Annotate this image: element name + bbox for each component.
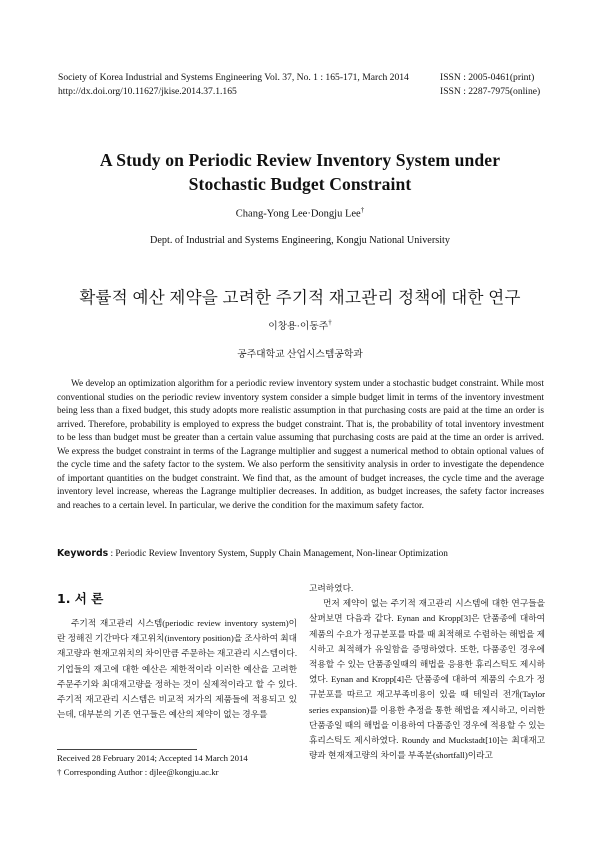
footnote-corresponding <box>57 767 219 777</box>
right-column-body <box>309 581 545 763</box>
author-list <box>0 206 600 220</box>
left-column-body: 주기적 재고관리 시스템(periodic review inventory system)이란 정해진 기간마다 재고위치(inventory position)을 조사하여 최대 재고량과 현재고위치의 차이만큼 주문하는 재고관리 시스템이다. 기업들의 재고에 대한 예산은 제한적이라 이러한 예산을 고려한 주문주기와 최대재고량을 정하는 것이 실제적이라고 할 수 있다. 주기적 재고관리 시스템은 비교적 저가의 제품들에 적용되고 있는데, 대부분의 기존 연구들은 예산의 제약이 없는 경우를 <box>57 618 297 720</box>
right-column-continuation: 고려하였다. <box>309 583 354 593</box>
issn-print: ISSN : 2005-0461(print) <box>440 72 535 83</box>
footnote-received: Received 28 February 2014; Accepted 14 March 2014 <box>57 753 248 763</box>
title-line-1: A Study on Periodic Review Inventory System under <box>99 150 501 170</box>
korean-affiliation: 공주대학교 산업시스템공학과 <box>237 349 363 360</box>
author-names: Chang-Yong Lee·Dongju Lee <box>235 208 361 220</box>
keywords-line <box>57 548 448 559</box>
paper-title <box>0 148 600 196</box>
title-line-2: Stochastic Budget Constraint <box>188 174 412 194</box>
footnote-mark: † <box>57 767 62 777</box>
journal-header <box>58 71 409 99</box>
korean-corresponding-mark: † <box>328 318 332 327</box>
korean-title: 확률적 예산 제약을 고려한 주기적 재고관리 정책에 대한 연구 <box>79 288 521 307</box>
section-heading-introduction: 1. 서 론 <box>57 591 104 606</box>
issn-online: ISSN : 2287-7975(online) <box>440 86 541 97</box>
journal-citation: Society of Korea Industrial and Systems Engineering Vol. 37, No. 1 : 165-171, March 2014 <box>58 72 409 83</box>
doi-link[interactable]: http://dx.doi.org/10.11627/jkise.2014.37.1.165 <box>58 86 237 97</box>
keywords-label: Keywords <box>57 548 109 559</box>
footnote-divider <box>57 749 197 750</box>
corresponding-author: Corresponding Author : djlee@kongju.ac.kr <box>63 767 219 777</box>
right-column-paragraph: 먼저 제약이 없는 주기적 재고관리 시스템에 대한 연구들을 살펴보면 다음과 같다. Eynan and Kropp[3]은 단품종에 대하여 제품의 수요가 정규분포를 따를 때 최적해로 수렴하는 해법을 제시하고 최적해가 유일함을 증명하였다. 또한, 다품종인 경우에 적용할 수 있는 단품종일때의 해법을 응용한 휴리스틱도 제시하였다. Eynan and Kropp[4]은 단품종에 대하여 제품의 수요가 정규분포를 따르고 재고부족비용이 있을 때 테일러 전개(Taylor series expansion)를 이용한 추정을 통한 해법을 제시하고, 이러한 단품종일 때의 해법을 이용하여 다품종인 경우에 적용할 수 있는 휴리스틱도 제시하였다. Roundy and Muckstadt[10]는 최대재고량과 현재재고량의 차이를 부족분(shortfall)이라고 <box>309 598 545 761</box>
abstract: We develop an optimization algorithm for a periodic review inventory system under a stochastic budget constraint. While most conventional studies on the periodic review inventory system consider a simple budget limit in terms of the inventory investment being less than a fixed budget, this study adopts more realistic assumption in that purchasing costs are paid at the time an order is arrived. Therefore, probability is employed to express the budget constraint. That is, the probability of total inventory investment to be less than budget must be greater than a certain value assuming that purchasing costs are paid at the time an order is arrived. We express the budget constraint in terms of the Lagrange multiplier and suggest a numerical method to obtain optional values of the cycle time and the safety factor to the system. We also perform the sensitivity analysis in order to investigate the dependence of important quantities on the budget constraint. We find that, as the amount of budget increases, the cycle time and the average inventory level increase, whereas the Lagrange multiplier decreases. In addition, as budget increases, the safety factor increases and reaches to a certain level. In particular, we derive the condition for the maximum safety factor. <box>57 379 544 511</box>
affiliation: Dept. of Industrial and Systems Engineering, Kongju National University <box>150 235 450 246</box>
issn-block <box>440 71 540 99</box>
corresponding-mark: † <box>360 206 365 214</box>
keywords-list: : Periodic Review Inventory System, Supply Chain Management, Non-linear Optimization <box>110 549 448 559</box>
korean-author-list <box>0 318 600 332</box>
korean-author-names: 이창용·이동주 <box>268 321 329 332</box>
